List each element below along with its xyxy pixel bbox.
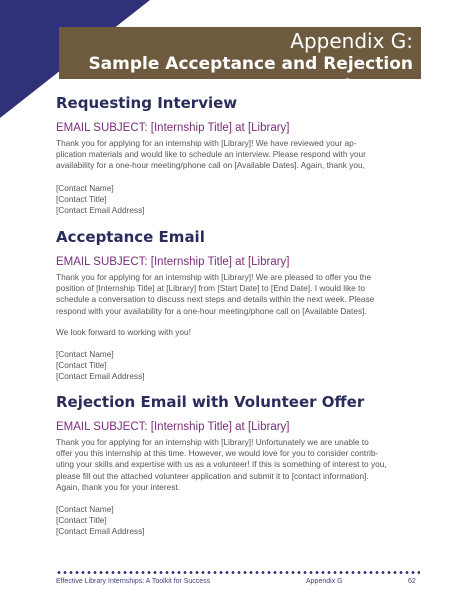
contact-block — [56, 504, 356, 538]
email-closing: We look forward to working with you! — [56, 326, 191, 337]
appendix-subtitle: Sample Acceptance and Rejection Letters — [88, 54, 413, 96]
contact-title: [Contact Title] — [56, 193, 107, 204]
footer-publication-title: Effective Library Internships: A Toolkit for Success — [56, 578, 211, 585]
section-heading: Rejection Email with Volunteer Offer — [56, 393, 365, 411]
contact-email: [Contact Email Address] — [56, 526, 145, 537]
contact-email: [Contact Email Address] — [56, 205, 145, 216]
footer-section-label: Appendix G — [306, 578, 343, 585]
email-body: Thank you for applying for an internship with [Library]! We have reviewed your ap- plication materials and would like to schedule an interview. Please respond with your availability for a one-hour meeting/phone call on [Available Dates]. Again, thank you, — [56, 138, 366, 171]
email-subject: EMAIL SUBJECT: [Internship Title] at [Library] — [56, 421, 290, 433]
section-rejection-email — [56, 393, 387, 538]
appendix-title: Appendix G: — [290, 29, 413, 53]
contact-title: [Contact Title] — [56, 360, 107, 371]
section-heading: Acceptance Email — [56, 228, 205, 246]
email-body: Thank you for applying for an internship with [Library]! We are pleased to offer you the position of [Internship Title] at [Library] from [Start Date] to [End Date]. I would like to schedule a conversation to discuss next steps and details within the next week. Please respond with your availability for a one-hour meeting/phone call on [Available Dates]. — [56, 272, 375, 316]
page-number: 62 — [408, 578, 416, 585]
contact-block — [56, 183, 356, 217]
appendix-header-banner — [59, 27, 421, 96]
contact-name: [Contact Name] — [56, 182, 114, 193]
contact-name: [Contact Name] — [56, 504, 114, 515]
section-heading: Requesting Interview — [56, 94, 238, 112]
footer-dotted-rule — [56, 571, 420, 574]
email-body: Thank you for applying for an internship with [Library]! Unfortunately we are unable to offer you this internship at this time. However, we would love for you to consider contrib- uting your skills and expertise with us as a volunteer! If this is something of interest to you, please fill out the attached volunteer application and submit it to [contact information]. Again, thank you for your interest. — [56, 437, 387, 492]
contact-name: [Contact Name] — [56, 349, 114, 360]
section-acceptance-email — [56, 228, 375, 383]
contact-title: [Contact Title] — [56, 515, 107, 526]
contact-block — [56, 349, 356, 383]
email-subject: EMAIL SUBJECT: [Internship Title] at [Library] — [56, 256, 290, 268]
contact-email: [Contact Email Address] — [56, 371, 145, 382]
email-subject: EMAIL SUBJECT: [Internship Title] at [Library] — [56, 122, 290, 134]
section-requesting-interview — [56, 94, 366, 216]
